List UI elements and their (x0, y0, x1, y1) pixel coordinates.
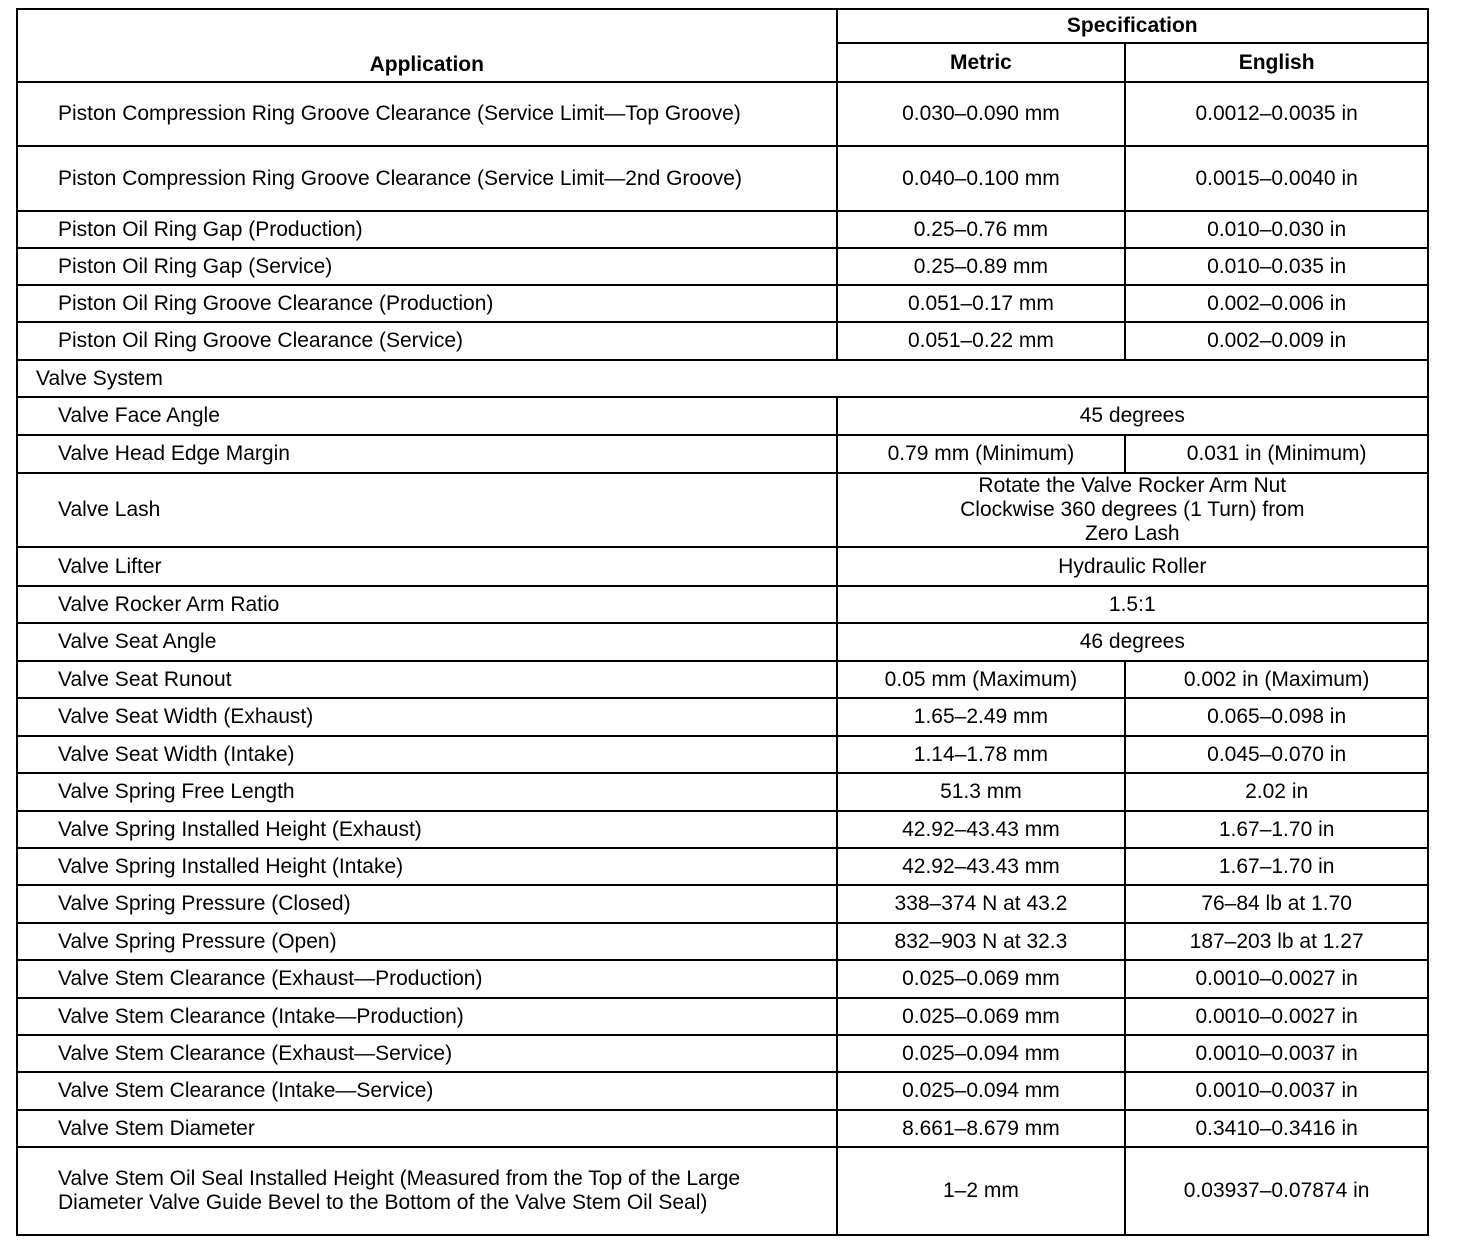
metric-cell: 0.025–0.094 mm (837, 1072, 1126, 1110)
metric-cell: 42.92–43.43 mm (837, 848, 1126, 885)
metric-cell: 0.05 mm (Maximum) (837, 661, 1126, 698)
english-cell: 0.0010–0.0027 in (1125, 960, 1428, 998)
application-cell: Piston Oil Ring Groove Clearance (Service) (17, 322, 837, 360)
table-row (17, 885, 1428, 923)
english-cell: 0.045–0.070 in (1125, 736, 1428, 773)
english-cell: 0.3410–0.3416 in (1125, 1110, 1428, 1147)
table-row (17, 848, 1428, 885)
metric-cell: 0.051–0.22 mm (837, 322, 1126, 360)
metric-cell: 0.25–0.76 mm (837, 211, 1126, 248)
english-cell: 0.002–0.006 in (1125, 285, 1428, 322)
english-cell: 0.0012–0.0035 in (1125, 82, 1428, 146)
english-cell: 0.031 in (Minimum) (1125, 435, 1428, 473)
table-row (17, 146, 1428, 211)
application-cell: Valve Seat Width (Exhaust) (17, 698, 837, 736)
specification-cell: Rotate the Valve Rocker Arm Nut Clockwise 360 degrees (1 Turn) from Zero Lash (837, 473, 1428, 547)
metric-cell: 1.65–2.49 mm (837, 698, 1126, 736)
header-metric: Metric (837, 43, 1126, 82)
metric-cell: 338–374 N at 43.2 (837, 885, 1126, 923)
table-row (17, 473, 1428, 547)
metric-cell: 0.030–0.090 mm (837, 82, 1126, 146)
table-row (17, 285, 1428, 322)
table-row (17, 811, 1428, 848)
table-row (17, 211, 1428, 248)
table-row (17, 322, 1428, 360)
metric-cell: 0.051–0.17 mm (837, 285, 1126, 322)
english-cell: 0.002 in (Maximum) (1125, 661, 1428, 698)
application-cell: Valve Head Edge Margin (17, 435, 837, 473)
application-cell: Piston Oil Ring Gap (Production) (17, 211, 837, 248)
english-cell: 0.002–0.009 in (1125, 322, 1428, 360)
application-cell: Valve Spring Pressure (Open) (17, 923, 837, 960)
table-row (17, 586, 1428, 623)
specification-cell: Hydraulic Roller (837, 547, 1428, 586)
metric-cell: 0.025–0.069 mm (837, 960, 1126, 998)
table-row (17, 923, 1428, 960)
table-row (17, 998, 1428, 1035)
english-cell: 2.02 in (1125, 773, 1428, 811)
application-cell: Piston Oil Ring Groove Clearance (Production) (17, 285, 837, 322)
application-cell: Valve Stem Clearance (Exhaust—Production) (17, 960, 837, 998)
table-row (17, 1147, 1428, 1235)
application-cell: Valve Lifter (17, 547, 837, 586)
english-cell: 76–84 lb at 1.70 (1125, 885, 1428, 923)
metric-cell: 0.025–0.094 mm (837, 1035, 1126, 1072)
table-row (17, 435, 1428, 473)
english-cell: 0.03937–0.07874 in (1125, 1147, 1428, 1235)
metric-cell: 1.14–1.78 mm (837, 736, 1126, 773)
application-cell: Piston Compression Ring Groove Clearance (Service Limit—2nd Groove) (17, 146, 837, 211)
table-row (17, 1035, 1428, 1072)
application-cell: Valve Stem Diameter (17, 1110, 837, 1147)
table-row (17, 623, 1428, 661)
table-row (17, 547, 1428, 586)
application-cell: Valve Stem Clearance (Intake—Service) (17, 1072, 837, 1110)
table-row (17, 82, 1428, 146)
table-row (17, 698, 1428, 736)
metric-cell: 1–2 mm (837, 1147, 1126, 1235)
english-cell: 0.0015–0.0040 in (1125, 146, 1428, 211)
metric-cell: 832–903 N at 32.3 (837, 923, 1126, 960)
header-application: Application (17, 9, 837, 82)
specification-table (16, 8, 1429, 1236)
metric-cell: 51.3 mm (837, 773, 1126, 811)
application-cell: Valve Spring Installed Height (Intake) (17, 848, 837, 885)
table-row (17, 736, 1428, 773)
specification-cell: 46 degrees (837, 623, 1428, 661)
header-specification: Specification (837, 9, 1428, 43)
english-cell: 0.010–0.035 in (1125, 248, 1428, 285)
english-cell: 0.065–0.098 in (1125, 698, 1428, 736)
application-cell: Valve Rocker Arm Ratio (17, 586, 837, 623)
english-cell: 0.0010–0.0037 in (1125, 1072, 1428, 1110)
metric-cell: 0.040–0.100 mm (837, 146, 1126, 211)
application-cell: Valve Stem Oil Seal Installed Height (Measured from the Top of the Large Diameter Valve Guide Bevel to the Bottom of the Valve Stem Oil Seal) (17, 1147, 837, 1235)
metric-cell: 42.92–43.43 mm (837, 811, 1126, 848)
application-cell: Piston Oil Ring Gap (Service) (17, 248, 837, 285)
specification-cell: 1.5:1 (837, 586, 1428, 623)
metric-cell: 0.025–0.069 mm (837, 998, 1126, 1035)
specification-cell: 45 degrees (837, 397, 1428, 435)
metric-cell: 0.79 mm (Minimum) (837, 435, 1126, 473)
application-cell: Valve Spring Installed Height (Exhaust) (17, 811, 837, 848)
application-cell: Valve Spring Free Length (17, 773, 837, 811)
table-row (17, 1072, 1428, 1110)
english-cell: 0.0010–0.0027 in (1125, 998, 1428, 1035)
application-cell: Valve Stem Clearance (Intake—Production) (17, 998, 837, 1035)
table-row (17, 960, 1428, 998)
application-cell: Valve Stem Clearance (Exhaust—Service) (17, 1035, 837, 1072)
section-row (17, 360, 1428, 397)
metric-cell: 0.25–0.89 mm (837, 248, 1126, 285)
english-cell: 1.67–1.70 in (1125, 811, 1428, 848)
table-body (17, 82, 1428, 1235)
section-label: Valve System (17, 360, 1428, 397)
english-cell: 187–203 lb at 1.27 (1125, 923, 1428, 960)
application-cell: Valve Spring Pressure (Closed) (17, 885, 837, 923)
table-row (17, 661, 1428, 698)
table-row (17, 1110, 1428, 1147)
english-cell: 1.67–1.70 in (1125, 848, 1428, 885)
application-cell: Valve Seat Width (Intake) (17, 736, 837, 773)
table-row (17, 773, 1428, 811)
application-cell: Valve Seat Angle (17, 623, 837, 661)
application-cell: Valve Lash (17, 473, 837, 547)
english-cell: 0.0010–0.0037 in (1125, 1035, 1428, 1072)
header-english: English (1125, 43, 1428, 82)
application-cell: Valve Seat Runout (17, 661, 837, 698)
metric-cell: 8.661–8.679 mm (837, 1110, 1126, 1147)
application-cell: Valve Face Angle (17, 397, 837, 435)
application-cell: Piston Compression Ring Groove Clearance (Service Limit—Top Groove) (17, 82, 837, 146)
table-row (17, 248, 1428, 285)
english-cell: 0.010–0.030 in (1125, 211, 1428, 248)
table-row (17, 397, 1428, 435)
